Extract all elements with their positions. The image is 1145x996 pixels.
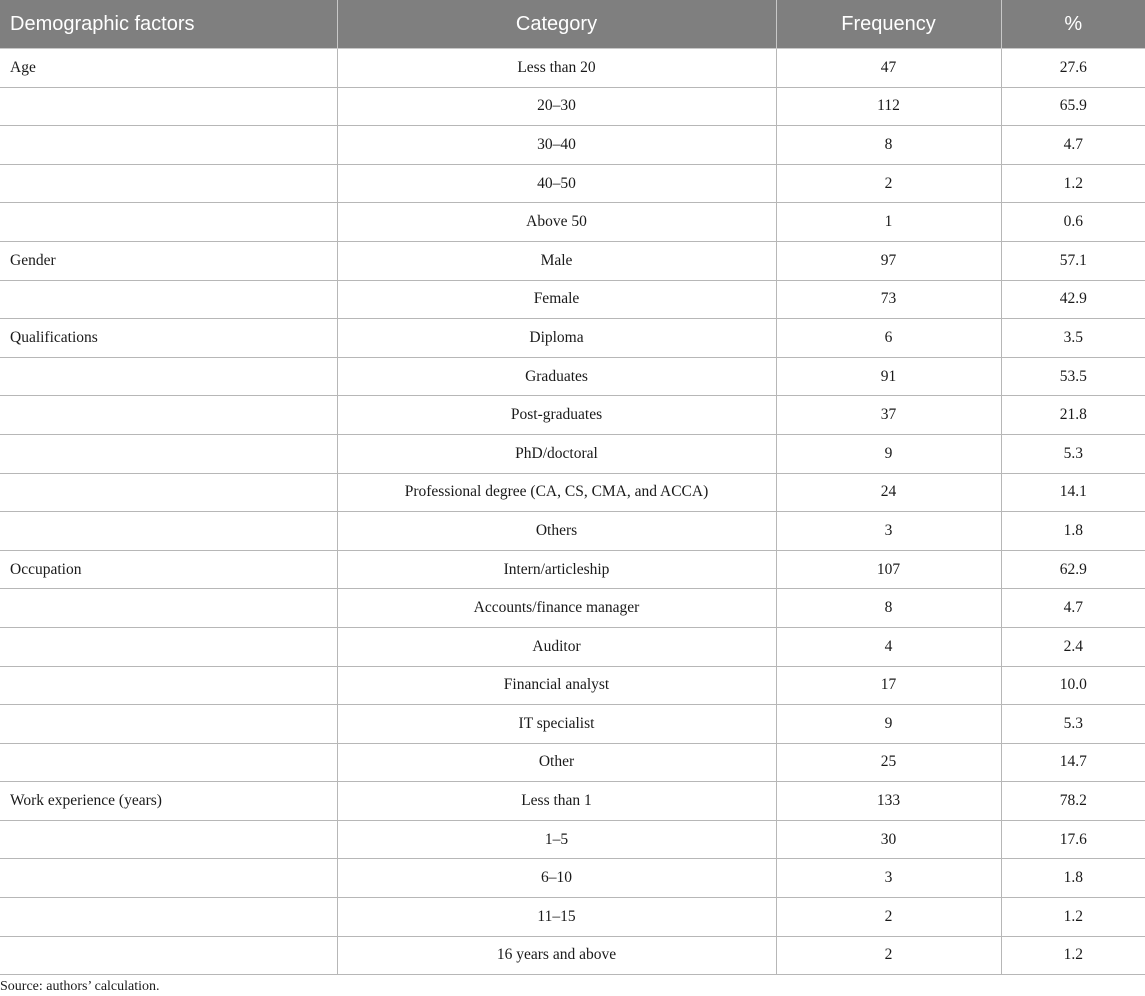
table-row: [0, 126, 1145, 165]
frequency-cell: 4: [776, 627, 1001, 666]
category-cell: 20–30: [337, 87, 776, 126]
percent-cell: 5.3: [1001, 705, 1145, 744]
factor-cell: [0, 280, 337, 319]
frequency-cell: 9: [776, 705, 1001, 744]
factor-cell: Gender: [0, 241, 337, 280]
factor-cell: [0, 396, 337, 435]
header-percent: %: [1001, 0, 1145, 49]
frequency-cell: 2: [776, 936, 1001, 975]
category-cell: Female: [337, 280, 776, 319]
percent-cell: 53.5: [1001, 357, 1145, 396]
percent-cell: 5.3: [1001, 434, 1145, 473]
category-cell: Post-graduates: [337, 396, 776, 435]
percent-cell: 14.7: [1001, 743, 1145, 782]
frequency-cell: 8: [776, 126, 1001, 165]
frequency-cell: 2: [776, 164, 1001, 203]
table-row: [0, 241, 1145, 280]
factor-cell: Occupation: [0, 550, 337, 589]
frequency-cell: 133: [776, 782, 1001, 821]
percent-cell: 4.7: [1001, 589, 1145, 628]
factor-cell: [0, 936, 337, 975]
table-row: [0, 859, 1145, 898]
category-cell: Auditor: [337, 627, 776, 666]
table-row: [0, 49, 1145, 88]
percent-cell: 0.6: [1001, 203, 1145, 242]
table-row: [0, 627, 1145, 666]
percent-cell: 1.8: [1001, 859, 1145, 898]
factor-cell: [0, 859, 337, 898]
frequency-cell: 107: [776, 550, 1001, 589]
frequency-cell: 8: [776, 589, 1001, 628]
header-demographic-factors: Demographic factors: [0, 0, 337, 49]
table-row: [0, 396, 1145, 435]
factor-cell: [0, 589, 337, 628]
frequency-cell: 3: [776, 512, 1001, 551]
factor-cell: Qualifications: [0, 319, 337, 358]
category-cell: 40–50: [337, 164, 776, 203]
factor-cell: [0, 820, 337, 859]
frequency-cell: 47: [776, 49, 1001, 88]
category-cell: Intern/articleship: [337, 550, 776, 589]
category-cell: Other: [337, 743, 776, 782]
table-row: [0, 936, 1145, 975]
table-row: [0, 512, 1145, 551]
table-row: [0, 550, 1145, 589]
category-cell: 16 years and above: [337, 936, 776, 975]
frequency-cell: 73: [776, 280, 1001, 319]
frequency-cell: 112: [776, 87, 1001, 126]
factor-cell: [0, 898, 337, 937]
percent-cell: 21.8: [1001, 396, 1145, 435]
table-row: [0, 280, 1145, 319]
category-cell: Financial analyst: [337, 666, 776, 705]
table-row: [0, 705, 1145, 744]
frequency-cell: 24: [776, 473, 1001, 512]
factor-cell: [0, 126, 337, 165]
percent-cell: 65.9: [1001, 87, 1145, 126]
category-cell: Above 50: [337, 203, 776, 242]
category-cell: Male: [337, 241, 776, 280]
frequency-cell: 25: [776, 743, 1001, 782]
factor-cell: [0, 512, 337, 551]
table-row: [0, 743, 1145, 782]
frequency-cell: 30: [776, 820, 1001, 859]
category-cell: PhD/doctoral: [337, 434, 776, 473]
header-category: Category: [337, 0, 776, 49]
factor-cell: [0, 627, 337, 666]
source-note: Source: authors’ calculation.: [0, 979, 160, 994]
table-row: [0, 589, 1145, 628]
table-row: [0, 164, 1145, 203]
percent-cell: 78.2: [1001, 782, 1145, 821]
table-row: [0, 666, 1145, 705]
percent-cell: 27.6: [1001, 49, 1145, 88]
frequency-cell: 97: [776, 241, 1001, 280]
frequency-cell: 17: [776, 666, 1001, 705]
frequency-cell: 9: [776, 434, 1001, 473]
frequency-cell: 6: [776, 319, 1001, 358]
frequency-cell: 2: [776, 898, 1001, 937]
factor-cell: [0, 434, 337, 473]
table-row: [0, 782, 1145, 821]
category-cell: Accounts/finance manager: [337, 589, 776, 628]
table-row: [0, 898, 1145, 937]
category-cell: Less than 20: [337, 49, 776, 88]
category-cell: IT specialist: [337, 705, 776, 744]
category-cell: 11–15: [337, 898, 776, 937]
factor-cell: [0, 743, 337, 782]
percent-cell: 62.9: [1001, 550, 1145, 589]
factor-cell: [0, 473, 337, 512]
frequency-cell: 3: [776, 859, 1001, 898]
table-row: [0, 319, 1145, 358]
category-cell: Others: [337, 512, 776, 551]
category-cell: Professional degree (CA, CS, CMA, and ACCA): [337, 473, 776, 512]
table-row: [0, 473, 1145, 512]
factor-cell: Work experience (years): [0, 782, 337, 821]
header-frequency: Frequency: [776, 0, 1001, 49]
percent-cell: 1.2: [1001, 164, 1145, 203]
category-cell: Graduates: [337, 357, 776, 396]
percent-cell: 2.4: [1001, 627, 1145, 666]
table-row: [0, 357, 1145, 396]
factor-cell: [0, 357, 337, 396]
percent-cell: 1.2: [1001, 936, 1145, 975]
factor-cell: [0, 666, 337, 705]
category-cell: Diploma: [337, 319, 776, 358]
table-row: [0, 434, 1145, 473]
table-row: [0, 203, 1145, 242]
percent-cell: 1.2: [1001, 898, 1145, 937]
percent-cell: 57.1: [1001, 241, 1145, 280]
factor-cell: [0, 203, 337, 242]
factor-cell: [0, 87, 337, 126]
factor-cell: [0, 705, 337, 744]
factor-cell: [0, 164, 337, 203]
percent-cell: 42.9: [1001, 280, 1145, 319]
frequency-cell: 91: [776, 357, 1001, 396]
percent-cell: 10.0: [1001, 666, 1145, 705]
category-cell: 6–10: [337, 859, 776, 898]
table-row: [0, 87, 1145, 126]
percent-cell: 14.1: [1001, 473, 1145, 512]
percent-cell: 3.5: [1001, 319, 1145, 358]
category-cell: 30–40: [337, 126, 776, 165]
frequency-cell: 37: [776, 396, 1001, 435]
factor-cell: Age: [0, 49, 337, 88]
category-cell: Less than 1: [337, 782, 776, 821]
frequency-cell: 1: [776, 203, 1001, 242]
percent-cell: 17.6: [1001, 820, 1145, 859]
percent-cell: 1.8: [1001, 512, 1145, 551]
category-cell: 1–5: [337, 820, 776, 859]
percent-cell: 4.7: [1001, 126, 1145, 165]
table-header-row: [0, 0, 1145, 49]
table-row: [0, 820, 1145, 859]
